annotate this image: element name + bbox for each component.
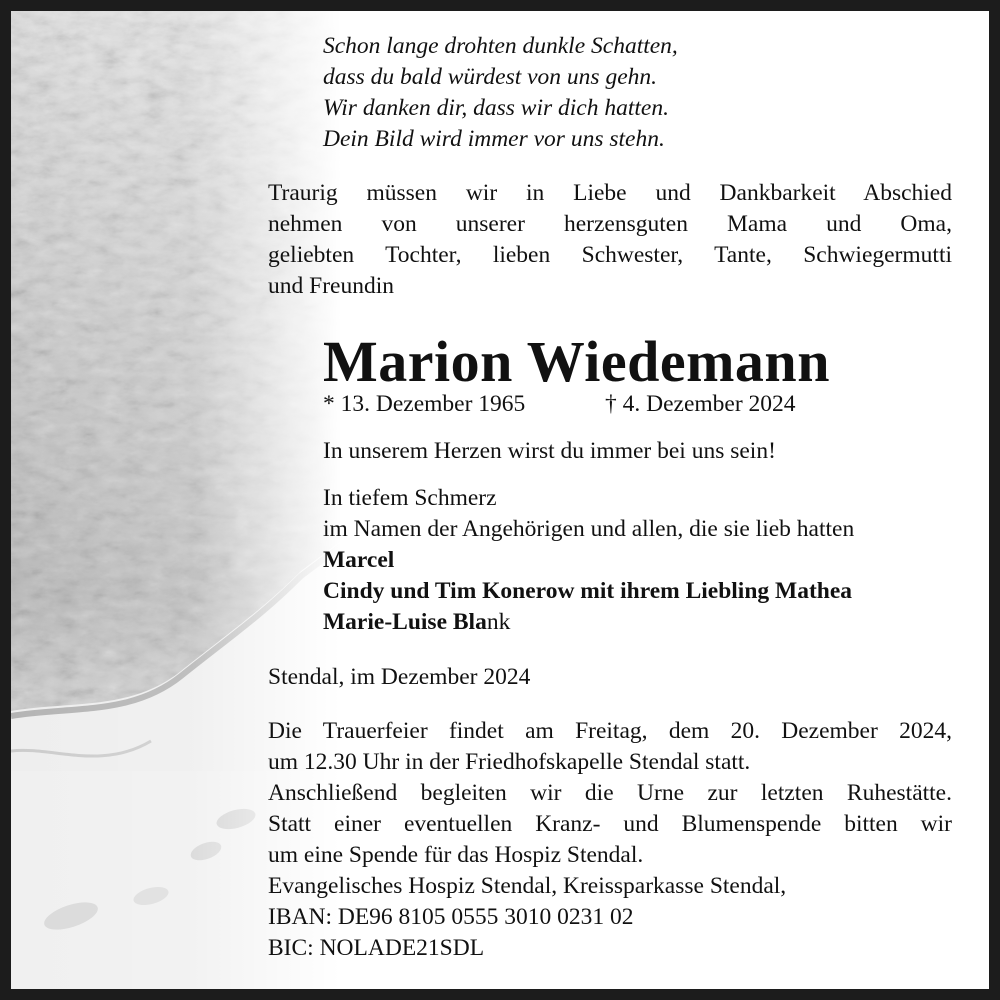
funeral-paragraph — [268, 716, 952, 747]
poem-line-2: dass du bald würdest von uns gehn. — [323, 64, 658, 90]
funeral-line-1: Die Trauerfeier findet am Freitag, dem 20. Dezember 2024, — [268, 718, 952, 744]
funeral-line-5: um eine Spende für das Hospiz Stendal. — [268, 842, 644, 868]
poem-line-3: Wir danken dir, dass wir dich hatten. — [323, 95, 669, 121]
funeral-bic: BIC: NOLADE21SDL — [268, 935, 485, 961]
mourners-on-behalf: im Namen der Angehörigen und allen, die sie lieb hatten — [323, 516, 855, 542]
intro-line-2: nehmen von unserer herzensguten Mama und Oma, — [268, 211, 952, 237]
funeral-iban: IBAN: DE96 8105 0555 3010 0231 02 — [268, 904, 634, 930]
poem-line-4: Dein Bild wird immer vor uns stehn. — [323, 126, 665, 152]
mourner-name-3-regular: nk — [486, 609, 511, 635]
funeral-line-4: Statt einer eventuellen Kranz- und Blumenspende bitten wir — [268, 811, 952, 837]
motto: In unserem Herzen wirst du immer bei uns sein! — [323, 438, 776, 464]
mourner-name-3-bold: Marie-Luise Bla — [323, 609, 487, 635]
funeral-paragraph-2 — [268, 778, 952, 840]
place-date: Stendal, im Dezember 2024 — [268, 664, 531, 690]
birth-date: * 13. Dezember 1965 — [323, 391, 526, 417]
mourners-intro: In tiefem Schmerz — [323, 485, 497, 511]
poem-line-1: Schon lange drohten dunkle Schatten, — [323, 33, 678, 59]
mourner-name-3 — [323, 607, 510, 638]
intro-paragraph — [268, 178, 952, 271]
notice-text — [11, 11, 989, 989]
deceased-name: Marion Wiedemann — [323, 329, 830, 394]
intro-line-4: und Freundin — [268, 273, 394, 299]
intro-line-1: Traurig müssen wir in Liebe und Dankbarkeit Abschied — [268, 180, 952, 206]
funeral-line-6: Evangelisches Hospiz Stendal, Kreissparkasse Stendal, — [268, 873, 787, 899]
funeral-line-3: Anschließend begleiten wir die Urne zur letzten Ruhestätte. — [268, 780, 952, 806]
mourner-name-2: Cindy und Tim Konerow mit ihrem Liebling Mathea — [323, 578, 853, 604]
intro-line-3: geliebten Tochter, lieben Schwester, Tante, Schwiegermutti — [268, 242, 952, 268]
funeral-line-2: um 12.30 Uhr in der Friedhofskapelle Stendal statt. — [268, 749, 751, 775]
death-date: † 4. Dezember 2024 — [605, 391, 796, 417]
mourner-name-1: Marcel — [323, 547, 395, 573]
